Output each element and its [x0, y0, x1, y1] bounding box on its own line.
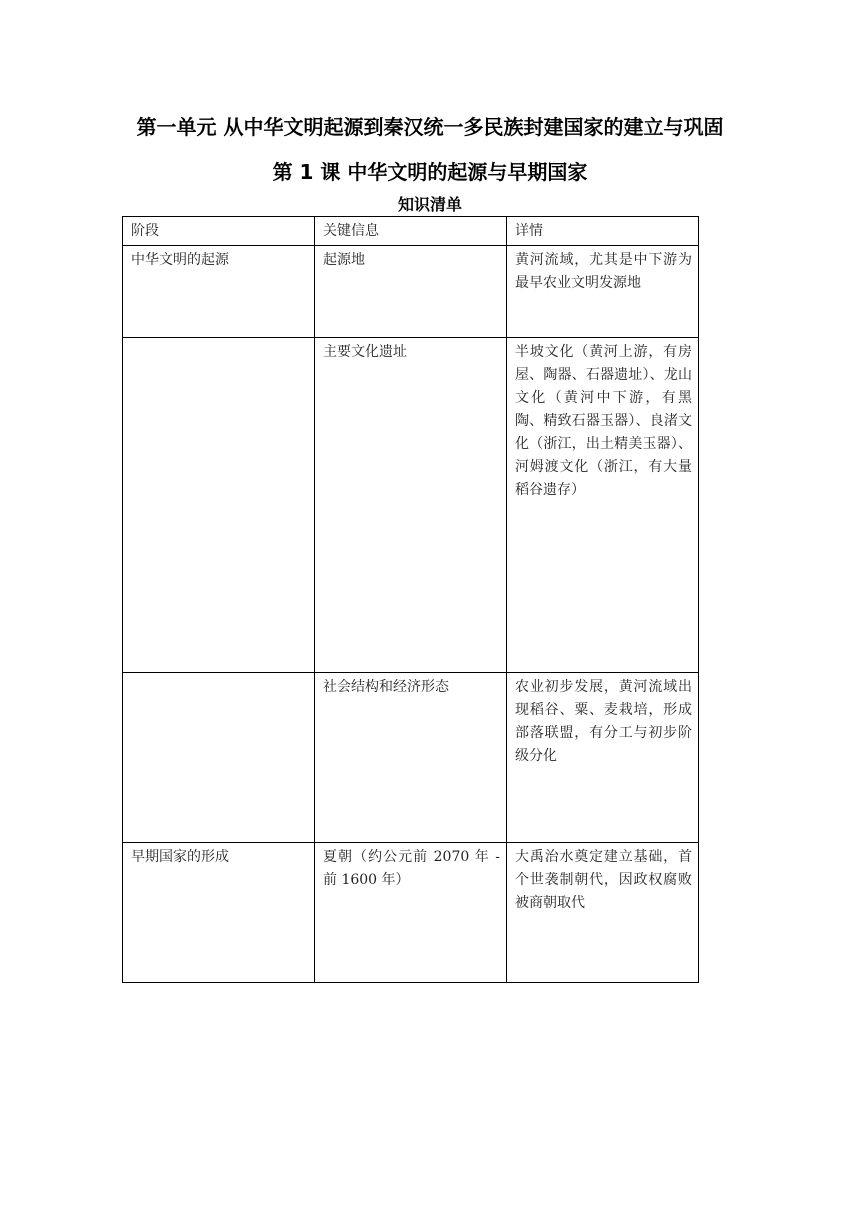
table-row: [123, 338, 699, 673]
cell-key-info: 起源地: [315, 246, 507, 338]
cell-details: 大禹治水奠定建立基础，首个世袭制朝代，因政权腐败被商朝取代: [507, 843, 699, 983]
cell-details: 黄河流域，尤其是中下游为最早农业文明发源地: [507, 246, 699, 338]
cell-details: 半坡文化（黄河上游，有房屋、陶器、石器遗址）、龙山文化（黄河中下游，有黑陶、精致石器玉器）、良渚文化（浙江，出土精美玉器）、河姆渡文化（浙江，有大量稻谷遗存）: [507, 338, 699, 673]
cell-key-info: 社会结构和经济形态: [315, 673, 507, 843]
lesson-title: 第 1 课 中华文明的起源与早期国家: [272, 160, 588, 184]
cell-details: 农业初步发展，黄河流域出现稻谷、粟、麦栽培，形成部落联盟，有分工与初步阶级分化: [507, 673, 699, 843]
header-key-info: 关键信息: [315, 217, 507, 246]
table-header-row: [123, 217, 699, 246]
cell-stage: [123, 338, 315, 673]
table-row: [123, 843, 699, 983]
header-details: 详情: [507, 217, 699, 246]
cell-stage: [123, 673, 315, 843]
cell-key-info: 夏朝（约公元前 2070 年 - 前 1600 年）: [315, 843, 507, 983]
table-row: [123, 673, 699, 843]
table-row: [123, 246, 699, 338]
cell-key-info: 主要文化遗址: [315, 338, 507, 673]
cell-stage: 中华文明的起源: [123, 246, 315, 338]
table-caption: 知识清单: [397, 195, 462, 214]
cell-stage: 早期国家的形成: [123, 843, 315, 983]
unit-title: 第一单元 从中华文明起源到秦汉统一多民族封建国家的建立与巩固: [136, 115, 724, 139]
header-stage: 阶段: [123, 217, 315, 246]
knowledge-table: [122, 216, 699, 983]
